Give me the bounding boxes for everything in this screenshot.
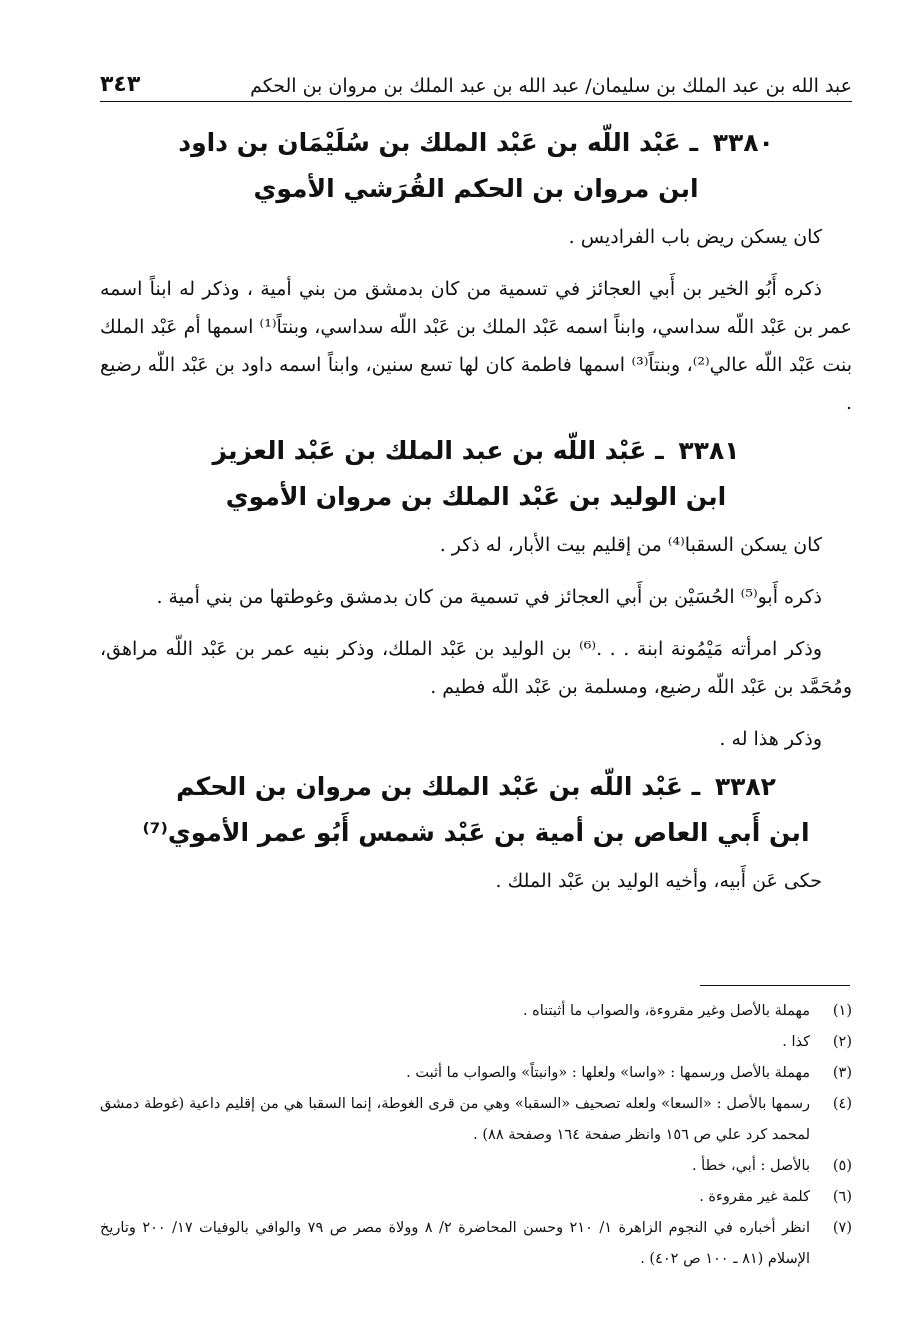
running-header-title: عبد الله بن عبد الملك بن سليمان/ عبد الله بن عبد الملك بن مروان بن الحكم [250,75,852,97]
footnote-marker: (٧) [832,1220,852,1236]
footnote [100,1213,852,1275]
page-number: ٣٤٣ [100,72,141,97]
footnote [100,1058,852,1089]
entry-paragraph: كان يسكن ريض باب الفراديس . [568,226,822,248]
entry-heading-3382: ٣٣٨٢ ـ عَبْد اللّه بن عَبْد الملك بن مروان بن الحكم ابن أَبي العاص بن أمية بن عَبْد شمس أَبُو عمر الأموي⁽⁷⁾ [100,764,852,856]
entry-title-line2: ابن الوليد بن عَبْد الملك بن مروان الأموي [225,482,727,511]
footnote-text: رسمها بالأصل : «السعا» ولعله تصحيف «السقبا» وهي من قرى الغوطة، إنما السقبا هي من إقليم داعية (غوطة دمشق لمحمد كرد علي ص ١٥٦ وانظر صفحة ١٦٤ وصفحة ٨٨) . [100,1096,810,1143]
footnote-text: مهملة بالأصل ورسمها : «واسا» ولعلها : «وانبتاً» والصواب ما أثبت . [406,1065,810,1081]
main-text [100,120,852,900]
entry-title-line1: عَبْد اللّه بن عَبْد الملك بن سُلَيْمَان بن داود [178,128,681,157]
footnote-marker: (٥) [832,1158,852,1174]
entry-title-line1: عَبْد اللّه بن عبد الملك بن عَبْد العزيز [212,436,647,465]
entry-title-line1: عَبْد اللّه بن عَبْد الملك بن مروان بن الحكم [176,772,683,801]
entry-heading-3381: ٣٣٨١ ـ عَبْد اللّه بن عبد الملك بن عَبْد العزيز ابن الوليد بن عَبْد الملك بن مروان الأموي [100,428,852,520]
entry-paragraph: وذكر هذا له . [719,728,822,750]
footnote-text: انظر أخباره في النجوم الزاهرة ١/ ٢١٠ وحسن المحاضرة ٢/ ٨ وولاة مصر ص ٧٩ والوافي بالوفيات ١٧/ ٢٠٠ وتاريخ الإسلام (٨١ ـ ١٠٠ ص ٤٠٢) . [100,1220,810,1267]
entry-title-line2: ابن مروان بن الحكم القُرَشي الأموي [253,174,699,203]
entry-number: ٣٣٨٢ [714,772,776,801]
footnote-text: مهملة بالأصل وغير مقروءة، والصواب ما أثبتناه . [522,1003,810,1019]
footnote-text: بالأصل : أبي، خطأ . [691,1158,810,1174]
entry-paragraph: ذكره أَبُو الخير بن أَبي العجائز في تسمية من كان بدمشق من بني أمية ، وذكر له ابناً اسمه عمر بن عَبْد اللّه سداسي، وابناً اسمه عَبْد الملك بن عَبْد اللّه سداسي، وبنتاً⁽¹⁾ اسمها أم عَبْد الملك بنت عَبْد اللّه عالي⁽²⁾، وبنتاً⁽³⁾ اسمها فاطمة كان لها تسع سنين، وابناً اسمه داود بن عَبْد اللّه رضيع . [100,278,852,414]
running-header [100,56,852,102]
entry-number: ٣٣٨١ [678,436,740,465]
footnote [100,1027,852,1058]
footnote [100,1089,852,1151]
footnote-marker: (٢) [832,1034,852,1050]
footnote-divider [700,985,850,986]
entry-paragraph: ذكره أَبو⁽⁵⁾ الحُسَيْن بن أَبي العجائز في تسمية من كان بدمشق وغوطتها من بني أمية . [156,586,822,608]
footnote-text: كلمة غير مقروءة . [699,1189,810,1205]
footnotes [100,996,852,1275]
entry-paragraph: حكى عَن أَبيه، وأخيه الوليد بن عَبْد الملك . [495,870,822,892]
entry-heading-3380: ٣٣٨٠ ـ عَبْد اللّه بن عَبْد الملك بن سُلَيْمَان بن داود ابن مروان بن الحكم القُرَشي الأموي [100,120,852,212]
entry-number: ٣٣٨٠ [712,128,774,157]
footnote [100,1182,852,1213]
footnote-marker: (١) [832,1003,852,1019]
footnote-marker: (٣) [832,1065,852,1081]
footnote-marker: (٤) [832,1096,852,1112]
entry-paragraph: كان يسكن السقبا⁽⁴⁾ من إقليم بيت الأبار، له ذكر . [439,534,822,556]
footnote-marker: (٦) [832,1189,852,1205]
footnote [100,1151,852,1182]
footnote [100,996,852,1027]
entry-title-line2: ابن أَبي العاص بن أمية بن عَبْد شمس أَبُو عمر الأموي⁽⁷⁾ [142,818,810,847]
footnote-text: كذا . [782,1034,810,1050]
entry-paragraph: وذكر امرأته مَيْمُونة ابنة . . .⁽⁶⁾ بن الوليد بن عَبْد الملك، وذكر بنيه عمر بن عَبْد اللّه مراهق، ومُحَمَّد بن عَبْد اللّه رضيع، ومسلمة بن عَبْد اللّه فطيم . [100,638,852,698]
